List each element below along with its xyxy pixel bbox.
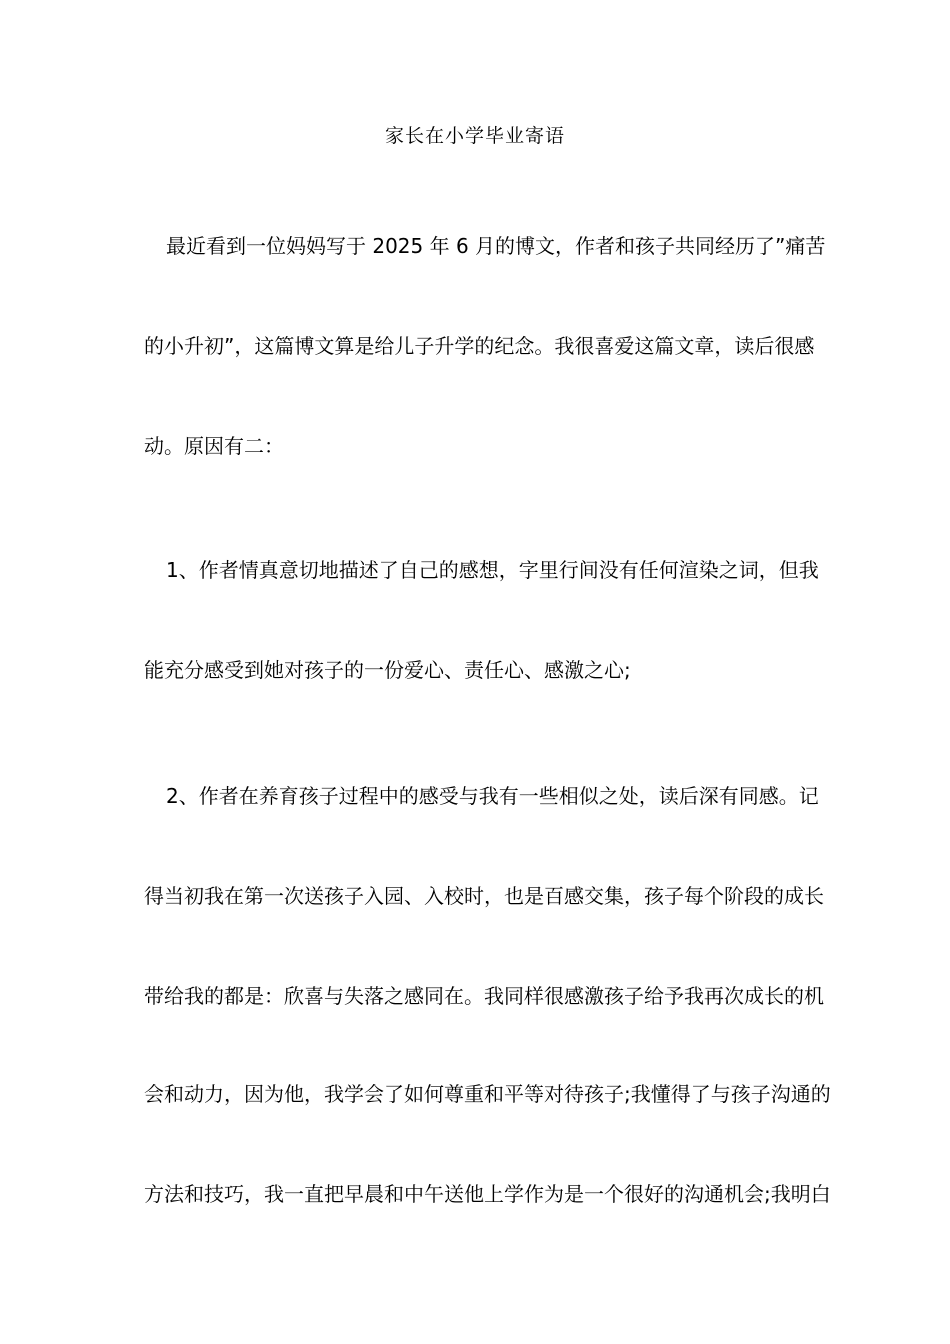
paragraph-line: 能充分感受到她对孩子的一份爱心、责任心、感激之心; xyxy=(144,658,631,682)
paragraph-line: 得当初我在第一次送孩子入园、入校时，也是百感交集，孩子每个阶段的成长 xyxy=(144,884,824,908)
paragraph-line: 会和动力，因为他，我学会了如何尊重和平等对待孩子;我懂得了与孩子沟通的 xyxy=(144,1082,831,1106)
paragraph-line: 方法和技巧，我一直把早晨和中午送他上学作为是一个很好的沟通机会;我明白 xyxy=(144,1182,831,1206)
paragraph-line: 动。原因有二： xyxy=(144,434,284,458)
document-title: 家长在小学毕业寄语 xyxy=(384,125,565,147)
paragraph-line: 最近看到一位妈妈写于 2025 年 6 月的博文，作者和孩子共同经历了”痛苦 xyxy=(166,234,826,258)
paragraph-line: 2、作者在养育孩子过程中的感受与我有一些相似之处，读后深有同感。记 xyxy=(166,784,819,808)
paragraph-line: 1、作者情真意切地描述了自己的感想，字里行间没有任何渲染之词，但我 xyxy=(166,558,819,582)
paragraph-line: 的小升初”，这篇博文算是给儿子升学的纪念。我很喜爱这篇文章，读后很感 xyxy=(144,334,815,358)
paragraph-line: 带给我的都是：欣喜与失落之感同在。我同样很感激孩子给予我再次成长的机 xyxy=(144,984,824,1008)
